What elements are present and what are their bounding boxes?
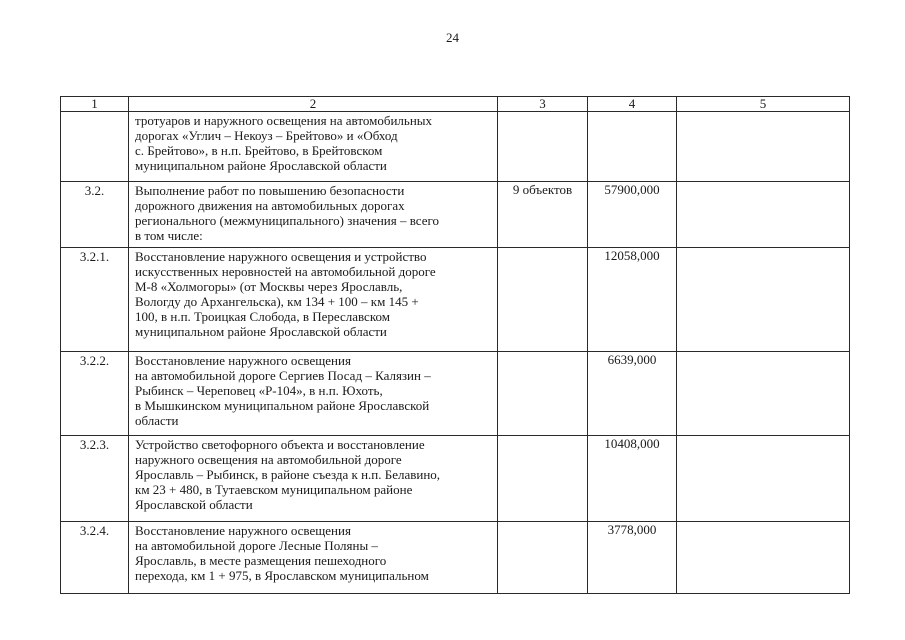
row-amount: 10408,000 bbox=[588, 436, 677, 522]
table-row bbox=[61, 182, 850, 248]
row-note bbox=[677, 436, 850, 522]
header-col-5: 5 bbox=[677, 97, 850, 112]
row-number: 3.2.1. bbox=[61, 248, 129, 352]
table-header-row bbox=[61, 97, 850, 112]
row-quantity bbox=[498, 436, 588, 522]
row-note bbox=[677, 522, 850, 594]
row-note bbox=[677, 248, 850, 352]
table-row bbox=[61, 522, 850, 594]
row-amount bbox=[588, 112, 677, 182]
row-description: Устройство светофорного объекта и восстановление наружного освещения на автомобильной дороге Ярославль – Рыбинск, в районе съезда к н.п. Белавино, км 23 + 480, в Тутаевском муниципальном районе Ярославской области bbox=[135, 437, 441, 512]
row-quantity bbox=[498, 248, 588, 352]
page-number: 24 bbox=[446, 30, 459, 45]
row-number bbox=[61, 112, 129, 182]
row-quantity bbox=[498, 112, 588, 182]
header-col-3: 3 bbox=[498, 97, 588, 112]
header-col-2: 2 bbox=[129, 97, 498, 112]
row-quantity: 9 объектов bbox=[498, 182, 588, 248]
row-number: 3.2.3. bbox=[61, 436, 129, 522]
row-number: 3.2.4. bbox=[61, 522, 129, 594]
row-amount: 57900,000 bbox=[588, 182, 677, 248]
row-note bbox=[677, 182, 850, 248]
budget-table bbox=[60, 96, 850, 594]
row-note bbox=[677, 352, 850, 436]
row-quantity bbox=[498, 352, 588, 436]
row-description: Восстановление наружного освещения на автомобильной дороге Сергиев Посад – Калязин – Рыбинск – Череповец «Р-104», в н.п. Юхоть, в Мышкинском муниципальном районе Ярославской области bbox=[135, 353, 431, 428]
header-col-1: 1 bbox=[61, 97, 129, 112]
table-row bbox=[61, 248, 850, 352]
table-row bbox=[61, 112, 850, 182]
header-col-4: 4 bbox=[588, 97, 677, 112]
row-note bbox=[677, 112, 850, 182]
row-quantity bbox=[498, 522, 588, 594]
row-description: тротуаров и наружного освещения на автомобильных дорогах «Углич – Некоуз – Брейтово» и «Обход с. Брейтово», в н.п. Брейтово, в Брейтовском муниципальном районе Ярославской области bbox=[135, 113, 433, 173]
row-description: Выполнение работ по повышению безопасности дорожного движения на автомобильных дорогах регионального (межмуниципального) значения – всего в том числе: bbox=[135, 183, 440, 243]
table-row bbox=[61, 436, 850, 522]
row-amount: 3778,000 bbox=[588, 522, 677, 594]
row-amount: 12058,000 bbox=[588, 248, 677, 352]
row-number: 3.2. bbox=[61, 182, 129, 248]
row-number: 3.2.2. bbox=[61, 352, 129, 436]
row-amount: 6639,000 bbox=[588, 352, 677, 436]
table-row bbox=[61, 352, 850, 436]
row-description: Восстановление наружного освещения и устройство искусственных неровностей на автомобильной дороге М-8 «Холмогоры» (от Москвы через Ярославль, Вологду до Архангельска), км 134 + 100 – км 145 + 100, в н.п. Троицкая Слобода, в Переславском муниципальном районе Ярославской области bbox=[135, 249, 436, 339]
row-description: Восстановление наружного освещения на автомобильной дороге Лесные Поляны – Ярославль, в месте размещения пешеходного перехода, км 1 + 975, в Ярославском муниципальном bbox=[135, 523, 429, 583]
